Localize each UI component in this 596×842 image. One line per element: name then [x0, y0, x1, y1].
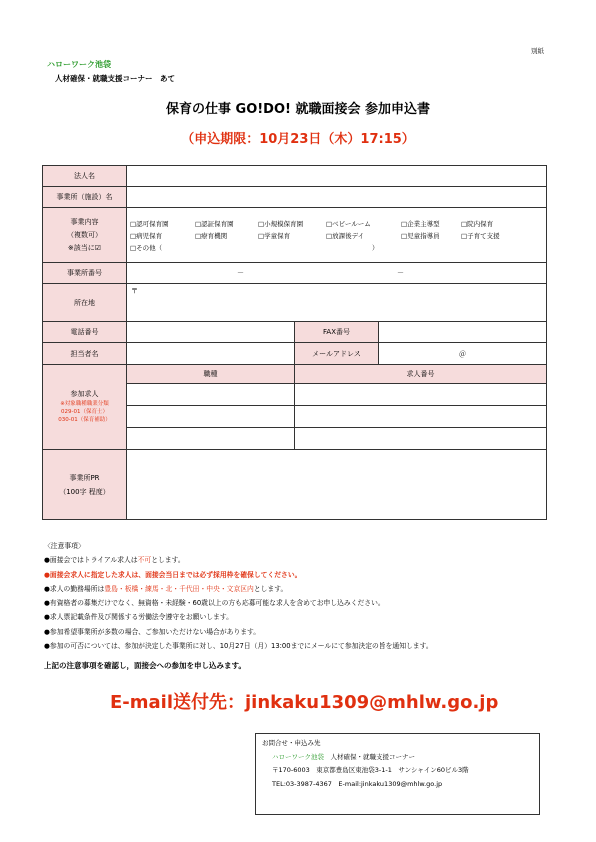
- person-label: 担当者名: [43, 343, 127, 365]
- office-number-dash-2: －: [397, 269, 404, 277]
- biz-option[interactable]: □子育て支援: [461, 231, 500, 240]
- note-item: ●参加の可否については、参加が決定した事業所に対し、10月27日（月）13:00までにメールにて参加決定の旨を通知します。: [44, 642, 433, 651]
- note-text: ●求人の勤務場所は: [44, 584, 105, 593]
- office-name-field[interactable]: [127, 187, 547, 208]
- contact-org-line: [262, 752, 533, 761]
- job-number-header: 求人番号: [295, 365, 547, 384]
- biz-option[interactable]: □認可保育園: [130, 219, 169, 228]
- biz-label-line1: 事業内容: [70, 218, 99, 226]
- biz-label-line3: ※該当に☑: [67, 244, 102, 252]
- contact-box: [255, 733, 540, 815]
- note-highlight: 豊島・板橋・練馬・北・千代田・中央・文京区内: [104, 584, 254, 593]
- note-item: ●参加希望事業所が多数の場合、ご参加いただけない場合があります。: [44, 627, 261, 636]
- contact-heading: お問合せ・申込み先: [262, 739, 321, 747]
- phone-field[interactable]: [127, 322, 295, 343]
- note-highlight: 不可: [137, 556, 152, 565]
- note-text: ●面接会ではトライアル求人は: [44, 556, 138, 565]
- biz-option[interactable]: □学童保育: [258, 231, 291, 240]
- job-type-field[interactable]: [127, 384, 295, 406]
- email-destination: E-mail送付先：jinkaku1309@mhlw.go.jp: [110, 692, 499, 713]
- application-form: [42, 165, 547, 520]
- contact-address: 〒170-6003 東京都豊島区東池袋3-1-1 サンシャイン60ビル3階: [272, 766, 469, 775]
- biz-option-other[interactable]: □その他（: [130, 243, 163, 252]
- biz-option[interactable]: □児童指導員: [401, 231, 440, 240]
- biz-option[interactable]: □院内保育: [461, 219, 494, 228]
- note-item: ●面接会求人に指定した求人は、面接会当日までは必ず採用枠を確保してください。: [44, 570, 302, 579]
- deadline: （申込期限：10月23日（木）17:15）: [181, 132, 415, 147]
- job-type-field[interactable]: [127, 428, 295, 450]
- addressee: 人材確保・就職支援コーナー あて: [55, 74, 175, 83]
- job-note-2: 029-01（保育士）: [61, 409, 108, 416]
- note-item: [44, 554, 433, 564]
- biz-option[interactable]: □認証保育園: [195, 219, 234, 228]
- org-name: ハローワーク池袋: [47, 60, 111, 69]
- job-label-cell: [43, 365, 127, 450]
- office-number-field[interactable]: [127, 263, 547, 284]
- contact-dept: 人材確保・就職支援コーナー: [324, 752, 415, 761]
- page-title: 保育の仕事 GO!DO! 就職面接会 参加申込書: [166, 102, 430, 117]
- biz-label: [43, 208, 127, 263]
- note-text: とします。: [151, 556, 185, 565]
- pr-label: 事業所PR: [69, 473, 100, 482]
- corp-name-field[interactable]: [127, 166, 547, 187]
- email-at: ＠: [459, 349, 466, 358]
- biz-option-other-close: ）: [372, 243, 379, 252]
- corp-name-label: 法人名: [43, 166, 127, 187]
- biz-options-field: [127, 208, 547, 263]
- job-type-header: 職種: [127, 365, 295, 384]
- fax-label: FAX番号: [295, 322, 379, 343]
- pr-label-cell: [43, 450, 127, 520]
- biz-option[interactable]: □ベビールーム: [326, 219, 371, 228]
- email-field[interactable]: [379, 343, 547, 365]
- confirm-statement: 上記の注意事項を確認し，面接会への参加を申し込みます。: [44, 661, 246, 670]
- job-number-field[interactable]: [295, 384, 547, 406]
- notes-section: [44, 540, 433, 654]
- job-number-field[interactable]: [295, 406, 547, 428]
- attachment-label: 別紙: [531, 47, 544, 55]
- email-label: メールアドレス: [295, 343, 379, 365]
- address-field[interactable]: [127, 284, 547, 322]
- fax-field[interactable]: [379, 322, 547, 343]
- contact-tel-mail: TEL:03-3987-4367 E-mail:jinkaku1309@mhlw.go.jp: [272, 779, 443, 788]
- job-number-field[interactable]: [295, 428, 547, 450]
- biz-option[interactable]: □企業主導型: [401, 219, 440, 228]
- note-item: [44, 583, 433, 593]
- contact-org: ハローワーク池袋: [272, 752, 324, 761]
- biz-option[interactable]: □放課後デイ: [326, 231, 365, 240]
- job-note-1: ※対象職種職業分類: [60, 400, 109, 407]
- note-text: とします。: [253, 584, 288, 593]
- pr-label-2: （100字 程度）: [59, 487, 110, 496]
- office-number-dash-1: －: [237, 269, 244, 277]
- phone-label: 電話番号: [43, 322, 127, 343]
- person-field[interactable]: [127, 343, 295, 365]
- address-label: 所在地: [43, 284, 127, 322]
- job-label: 参加求人: [70, 390, 99, 399]
- pr-field[interactable]: [127, 450, 547, 520]
- office-name-label: 事業所（施設）名: [43, 187, 127, 208]
- job-type-field[interactable]: [127, 406, 295, 428]
- biz-option[interactable]: □病児保育: [130, 231, 163, 240]
- office-number-label: 事業所番号: [43, 263, 127, 284]
- job-note-3: 030-01（保育補助）: [58, 417, 111, 424]
- biz-option[interactable]: □療育機関: [195, 231, 228, 240]
- biz-label-line2: （複数可）: [67, 231, 102, 239]
- note-item: ●求人票記載条件及び関係する労働法令遵守をお願いします。: [44, 613, 233, 622]
- note-item: ●有資格者の募集だけでなく、無資格・未経験・60歳以上の方も応募可能な求人を含めてお申し込みください。: [44, 599, 385, 608]
- postal-mark: 〒: [131, 287, 138, 295]
- biz-option[interactable]: □小規模保育園: [258, 219, 304, 228]
- notes-heading: 〈注意事項〉: [44, 542, 85, 550]
